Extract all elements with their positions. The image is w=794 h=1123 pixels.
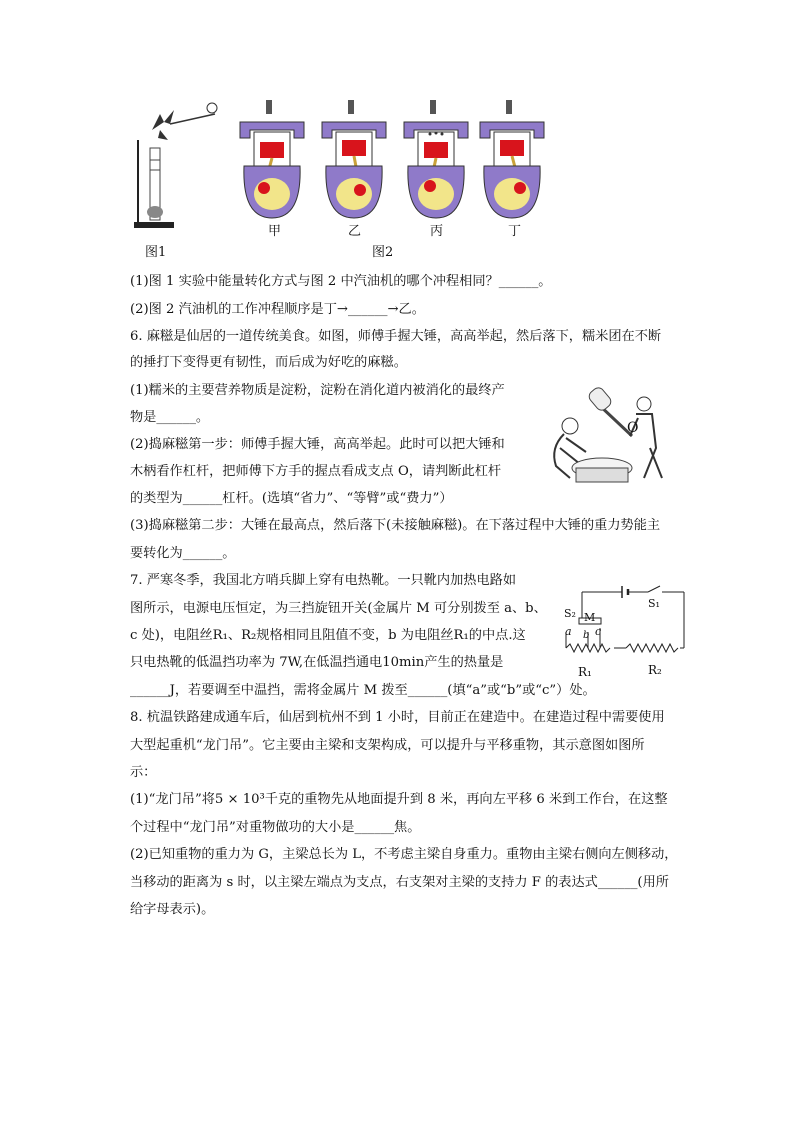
heating-circuit-diagram	[560, 586, 690, 666]
q7-stem-line2: 图所示，电源电压恒定，为三挡旋钮开关(金属片 M 可分别拨至 a、b、	[130, 601, 547, 616]
circuit-label-r2: R₂	[648, 663, 662, 677]
q8-sub2-line1: (2)已知重物的重力为 G，主梁总长为 L，不考虑主梁自身重力。重物由主梁右侧向左侧移动，	[130, 847, 678, 862]
figure-1-caption: 图1	[145, 245, 167, 260]
q6-sub2-line1: (2)捣麻糍第一步：师傅手握大锤，高高举起。此时可以把大锤和	[130, 437, 505, 452]
q8-sub1-line2: 个过程中“龙门吊”对重物做功的大小是______焦。	[130, 820, 421, 835]
q6-sub1-line1: (1)糯米的主要营养物质是淀粉，淀粉在消化道内被消化的最终产	[130, 383, 505, 398]
fulcrum-label-o: O	[627, 420, 639, 436]
q6-sub2-line2: 木柄看作杠杆，把师傅下方手的握点看成支点 O，请判断此杠杆	[130, 464, 502, 479]
q8-stem-line3: 示：	[130, 765, 157, 780]
stroke-label-bing: 丙	[430, 224, 444, 239]
q6-stem-line1: 6. 麻糍是仙居的一道传统美食。如图，师傅手握大锤，高高举起，然后落下，糯米团在不断	[130, 329, 662, 344]
q6-sub1-line2: 物是______。	[130, 410, 210, 425]
q8-sub1-line1: (1)“龙门吊”将5 × 10³千克的重物先从地面提升到 8 米，再向左平移 6 米到工作台，在这整	[130, 792, 668, 807]
circuit-label-s1: S₁	[648, 597, 660, 610]
q7-stem-line3: c 处)，电阻丝R₁、R₂规格相同且阻值不变，b 为电阻丝R₁的中点.这	[130, 628, 526, 643]
mochi-pounding-figure	[540, 378, 685, 486]
engine-stroke-yi	[318, 100, 390, 222]
stroke-label-ding: 丁	[508, 224, 522, 239]
figure-1-apparatus	[130, 100, 230, 230]
q8-stem-line1: 8. 杭温铁路建成通车后，仙居到杭州不到 1 小时，目前正在建造中。在建造过程中需要使用	[130, 710, 665, 725]
q7-stem-line1: 7. 严寒冬季，我国北方哨兵脚上穿有电热靴。一只靴内加热电路如	[130, 573, 517, 588]
circuit-label-a: a	[565, 625, 572, 638]
q6-sub2-line3: 的类型为______杠杆。(选填“省力”、“等臂”或“费力”）	[130, 491, 453, 506]
figure-2-caption: 图2	[372, 245, 394, 260]
q8-sub2-line2: 当移动的距离为 s 时，以主梁左端点为支点，右支架对主梁的支持力 F 的表达式______(用所	[130, 875, 669, 890]
q6-stem-line2: 的捶打下变得更有韧性，而后成为好吃的麻糍。	[130, 355, 407, 370]
q7-stem-line4: 只电热靴的低温挡功率为 7W,在低温挡通电10min产生的热量是	[130, 655, 504, 670]
q8-stem-line2: 大型起重机“龙门吊”。它主要由主梁和支架构成，可以提升与平移重物，其示意图如图所	[130, 738, 645, 753]
circuit-label-r1: R₁	[578, 665, 592, 679]
q5-sub2: (2)图 2 汽油机的工作冲程顺序是丁→______→乙。	[130, 302, 425, 317]
q5-sub1: (1)图 1 实验中能量转化方式与图 2 中汽油机的哪个冲程相同？______。	[130, 274, 552, 289]
circuit-label-m: M	[584, 611, 596, 624]
engine-stroke-ding	[476, 100, 548, 222]
q8-sub2-line3: 给字母表示)。	[130, 902, 215, 917]
circuit-label-c: c	[595, 625, 602, 638]
stroke-label-jia: 甲	[268, 224, 282, 239]
engine-stroke-jia	[236, 100, 308, 222]
q7-stem-line5: ______J，若要调至中温挡，需将金属片 M 拨至______(填“a”或“b”或“c”）处。	[130, 683, 596, 698]
engine-stroke-bing	[400, 100, 472, 222]
circuit-label-s2: S₂	[564, 607, 576, 620]
q6-sub3-line1: (3)捣麻糍第二步：大锤在最高点，然后落下(未接触麻糍)。在下落过程中大锤的重力势能主	[130, 518, 661, 533]
circuit-label-b: b	[583, 630, 590, 641]
stroke-label-yi: 乙	[348, 224, 362, 239]
q6-sub3-line2: 要转化为______。	[130, 546, 236, 561]
